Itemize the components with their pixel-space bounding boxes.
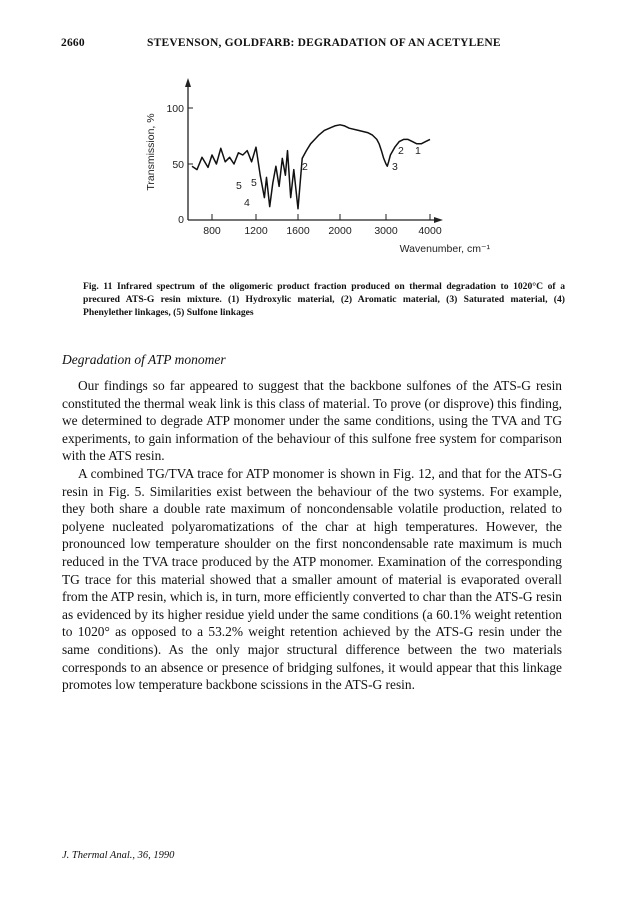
peak-label-sulfone-b: 5 (251, 177, 257, 189)
x-tick-label-1600: 1600 (286, 225, 310, 237)
x-tick-label-4000: 4000 (418, 225, 442, 237)
caption-label: Fig. 11 (83, 281, 113, 292)
peak-label-aromatic-ch: 2 (398, 145, 404, 157)
page-number: 2660 (61, 37, 85, 49)
body-text (62, 377, 562, 694)
peak-label-hydroxylic: 1 (415, 145, 421, 157)
y-axis-arrow (185, 78, 191, 87)
x-tick-label-3000: 3000 (374, 225, 398, 237)
x-axis-label: Wavenumber, cm⁻¹ (399, 243, 490, 255)
x-tick-label-800: 800 (203, 225, 221, 237)
paragraph: Our findings so far appeared to suggest that the backbone sulfones of the ATS-G resin constituted the thermal weak link is this class of material. To prove (or disprove) this finding, we determined to degrade ATP monomer under the same conditions, using the TVA and TG experiments, to gain information of the behaviour of this sulfone free system for comparison with the ATS resin. (62, 378, 562, 464)
journal-footer: J. Thermal Anal., 36, 1990 (62, 850, 175, 861)
y-tick-label-50: 50 (172, 159, 184, 171)
running-header (61, 37, 584, 49)
ir-spectrum-chart (140, 74, 500, 264)
x-axis-arrow (434, 217, 443, 223)
ir-spectrum-figure (140, 74, 500, 264)
running-title: STEVENSON, GOLDFARB: DEGRADATION OF AN ACETYLENE (147, 37, 501, 49)
y-tick-label-100: 100 (166, 103, 184, 115)
peak-label-phenylether: 4 (244, 197, 250, 209)
y-axis-label: Transmission, % (145, 113, 157, 191)
y-tick-label-0: 0 (178, 214, 184, 226)
x-tick-label-2000: 2000 (328, 225, 352, 237)
x-tick-label-1200: 1200 (244, 225, 268, 237)
caption-text: Infrared spectrum of the oligomeric product fraction produced on thermal degradation to 1020°C of a precured ATS-G resin mixture. (1) Hydroxylic material, (2) Aromatic material, (3) Saturated material, (4) Phenylether linkages, (5) Sulfone linkages (83, 281, 565, 318)
peak-label-saturated: 3 (392, 161, 398, 173)
figure-caption (83, 280, 565, 319)
peak-label-sulfone-a: 5 (236, 180, 242, 192)
section-heading: Degradation of ATP monomer (62, 352, 226, 367)
paragraph: A combined TG/TVA trace for ATP monomer is shown in Fig. 12, and that for the ATS-G resin in Fig. 5. Similarities exist between the behaviour of the two systems. For example, they both share a double rate maximum of noncondensable volatile production, related to polyene nucleated polyaromatizations of the char at high temperatures. However, the pronounced low temperature shoulder on the first noncondensable rate maximum is much reduced in the TVA trace produced by the ATP monomer. Examination of the corresponding TG trace for this material showed that a smaller amount of material is evaporated overall from the ATP resin, which is, in turn, more efficiently converted to char than the ATS-G resin as evidenced by its higher residue yield under the same conditions (a 60.1% weight retention to 1020° as opposed to a 53.2% weight retention achieved by the ATS-G resin under the same conditions). As the only major structural difference between the two materials corresponds to an absence or presence of bridging sulfones, it would appear that this linkage promotes low temperature backbone scissions in the ATS-G resin. (62, 465, 562, 693)
peak-label-aromatic: 2 (302, 161, 308, 173)
